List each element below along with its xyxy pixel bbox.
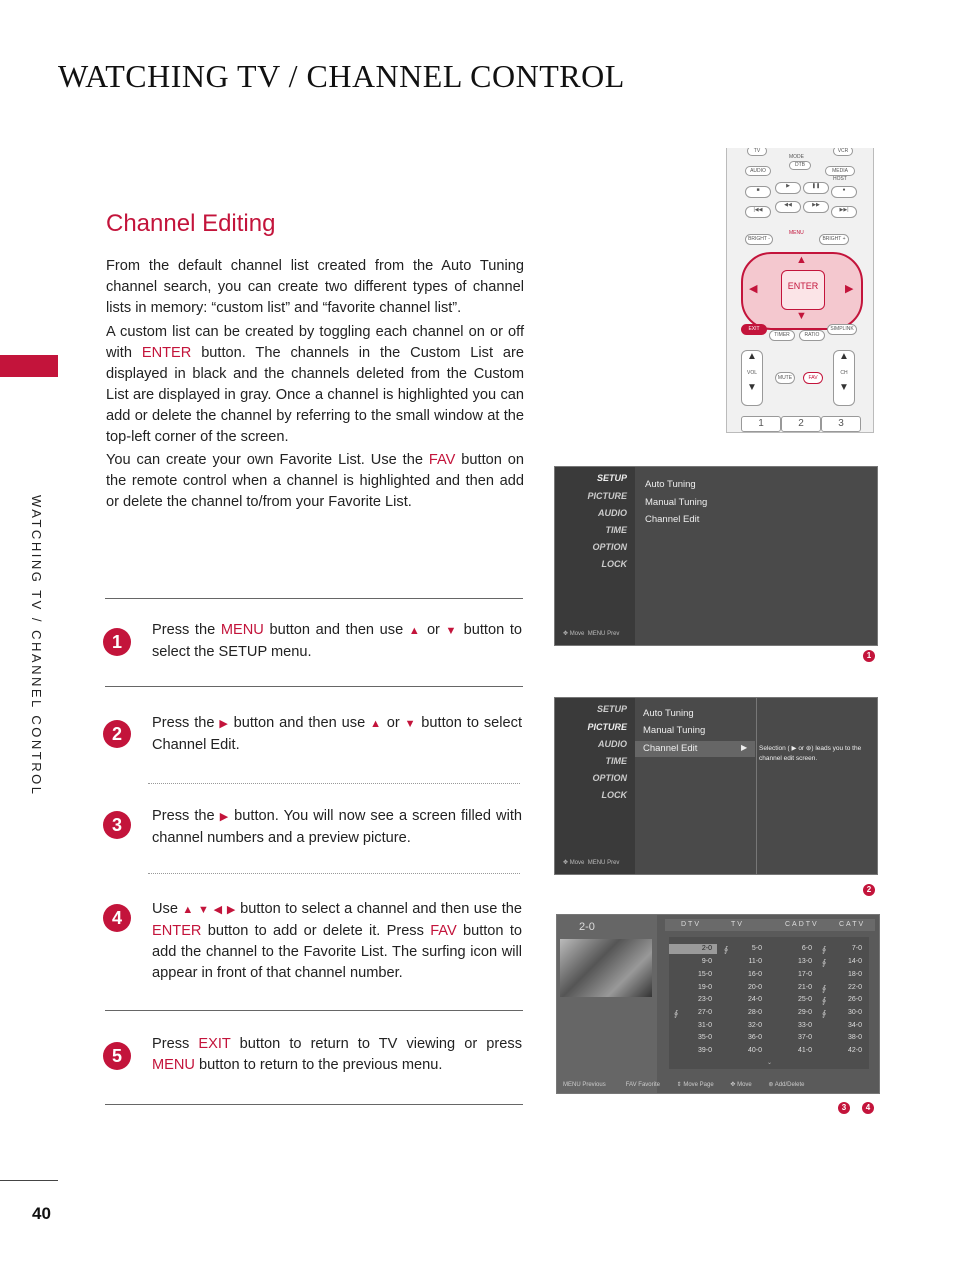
- menu-item-channel-edit: Channel Edit: [645, 514, 700, 525]
- down-arrow-icon: ▼: [445, 625, 459, 637]
- stop-icon: ■: [745, 186, 771, 198]
- sidebar-item-audio: AUDIO: [598, 739, 627, 749]
- right-arrow-icon: ▶: [845, 283, 854, 295]
- mode-label: MODE: [789, 154, 804, 160]
- intro-paragraph-3: You can create your own Favorite List. Use the FAV button on the remote control when a channel is highlighted and then add or delete the channel to/from your Favorite List.: [106, 452, 525, 510]
- bright-plus-button: BRIGHT +: [819, 234, 849, 245]
- skip-back-icon: |◀◀: [745, 206, 771, 218]
- number-3-button: 3: [821, 416, 861, 432]
- sidebar-item-option: OPTION: [592, 773, 627, 783]
- surf-icon: ∮: [724, 945, 729, 954]
- sidebar-item-setup: SETUP: [596, 704, 627, 714]
- menu-sidebar: [555, 467, 635, 645]
- submenu-arrow-icon: ▶: [741, 743, 748, 752]
- channel-down-icon: ▼: [839, 382, 849, 393]
- menu-item-auto-tuning: Auto Tuning: [643, 708, 694, 719]
- menu-button: MENU: [789, 230, 804, 236]
- channel-up-icon: ▲: [839, 351, 849, 362]
- down-arrow-icon: ▼: [404, 718, 417, 730]
- move-icon: ✥: [563, 860, 569, 866]
- panel-divider: [756, 698, 757, 874]
- sidebar-item-picture: PICTURE: [587, 722, 627, 732]
- volume-rocker: ▲ VOL ▼: [741, 350, 763, 406]
- page-number: 40: [32, 1204, 51, 1223]
- pause-icon: ❚❚: [803, 182, 829, 194]
- surf-icon: ∮: [822, 1009, 827, 1018]
- bright-minus-button: BRIGHT -: [745, 234, 773, 245]
- number-1-button: 1: [741, 416, 781, 432]
- sidebar-item-option: OPTION: [592, 542, 627, 552]
- setup-menu-screen-1: [554, 466, 878, 646]
- down-arrow-icon: ▼: [198, 904, 210, 916]
- tab-tv: TV: [731, 921, 744, 928]
- vcr-button: VCR: [833, 148, 853, 156]
- menu-item-manual-tuning: Manual Tuning: [645, 497, 708, 508]
- sidebar-item-audio: AUDIO: [598, 508, 627, 518]
- move-icon: ✥: [730, 1082, 736, 1088]
- menu-footer: ✥ Move MENU Prev: [563, 631, 620, 637]
- dtb-button: DTB: [789, 161, 811, 170]
- simplink-button: SIMPLINK: [827, 324, 857, 335]
- number-2-button: 2: [781, 416, 821, 432]
- step-1: Press the MENU button and then use ▲ or ▼ button to select the SETUP menu.: [152, 622, 523, 660]
- menu-item-channel-edit: Channel Edit: [643, 743, 698, 754]
- intro-paragraph-2: A custom list can be created by toggling each channel on or off with ENTER button. The channels in the Custom List are displayed in black and the channels deleted from the Custom List are displayed in gray. Once a channel is highlighted you can add or delete the channel by referring to the small window at the top-left corner of the screen.: [106, 324, 524, 445]
- media-host-button: MEDIA HOST: [825, 166, 855, 176]
- remote-control-illustration: [726, 148, 874, 433]
- channel-edit-screen: [556, 914, 880, 1094]
- current-channel: 2-0: [579, 921, 595, 933]
- timer-button: TIMER: [769, 330, 795, 341]
- ratio-button: RATIO: [799, 330, 825, 341]
- move-icon: ✥: [563, 631, 569, 637]
- step-number-1: 1: [103, 628, 131, 656]
- page-title: WATCHING TV / CHANNEL CONTROL: [58, 58, 625, 94]
- sidebar-item-lock: LOCK: [601, 559, 627, 569]
- tab-cadtv: CADTV: [785, 921, 819, 928]
- figure-label-2: 2: [863, 884, 875, 896]
- step-number-2: 2: [103, 720, 131, 748]
- side-tab: [0, 355, 58, 377]
- right-arrow-icon: ▶: [219, 811, 230, 823]
- record-icon: ●: [831, 186, 857, 198]
- page-icon: ⇕: [676, 1082, 682, 1088]
- step-number-3: 3: [103, 811, 131, 839]
- setup-menu-screen-2: [554, 697, 878, 875]
- rewind-icon: ◀◀: [775, 201, 801, 213]
- step-divider: [105, 686, 523, 687]
- sidebar-item-time: TIME: [605, 756, 627, 766]
- step-dotted-divider: [148, 873, 520, 874]
- side-label: WATCHING TV / CHANNEL CONTROL: [29, 495, 44, 797]
- enter-button: ENTER: [781, 270, 825, 310]
- right-arrow-icon: ▶: [219, 718, 229, 730]
- menu-sidebar: [555, 698, 635, 874]
- help-text: Selection ( ▶ or ⊛) leads you to the channel edit screen.: [759, 745, 862, 762]
- up-arrow-icon: ▲: [408, 625, 422, 637]
- steps-bottom-divider: [105, 1104, 523, 1105]
- channel-rocker: ▲ CH ▼: [833, 350, 855, 406]
- step-2: Press the ▶ button and then use ▲ or ▼ button to select Channel Edit.: [152, 715, 522, 753]
- figure-label-1: 1: [863, 650, 875, 662]
- step-dotted-divider: [148, 783, 520, 784]
- surf-icon: ∮: [822, 996, 827, 1005]
- menu-item-manual-tuning: Manual Tuning: [643, 725, 706, 736]
- surf-icon: ∮: [822, 958, 827, 967]
- tab-catv: CATV: [839, 921, 866, 928]
- menu-item-auto-tuning: Auto Tuning: [645, 479, 696, 490]
- step-5: Press EXIT button to return to TV viewing or press MENU button to return to the previous menu.: [152, 1036, 522, 1073]
- volume-up-icon: ▲: [747, 351, 757, 362]
- left-arrow-icon: ◀: [749, 283, 758, 295]
- enter-key-label: ENTER: [141, 345, 192, 361]
- step-number-5: 5: [103, 1042, 131, 1070]
- audio-button: AUDIO: [745, 166, 771, 176]
- sidebar-item-picture: PICTURE: [587, 491, 627, 501]
- play-icon: ▶: [775, 182, 801, 194]
- tab-dtv: DTV: [681, 921, 701, 928]
- section-title: Channel Editing: [106, 210, 276, 237]
- skip-forward-icon: ▶▶|: [831, 206, 857, 218]
- intro-paragraph-1: From the default channel list created from the Auto Tuning channel search, you can create two different types of channel lists in memory: “custom list” and “favorite channel list”.: [106, 258, 524, 316]
- steps-top-divider: [105, 598, 523, 599]
- up-arrow-icon: ▲: [182, 904, 194, 916]
- figure-label-3: 3: [838, 1102, 850, 1114]
- figure-label-4: 4: [862, 1102, 874, 1114]
- enter-icon: ⊛: [768, 1082, 774, 1088]
- right-arrow-icon: ▶: [226, 904, 236, 916]
- surf-icon: ∮: [822, 984, 827, 993]
- channel-edit-footer: MENU Previous FAV Favorite ⇕ Move Page ✥ Move ⊛ Add/Delete: [563, 1082, 805, 1088]
- exit-button: EXIT: [741, 324, 767, 335]
- preview-picture: [560, 939, 652, 997]
- down-arrow-icon: ▼: [796, 310, 807, 322]
- step-4: Use ▲ ▼ ◀ ▶ button to select a channel and then use the ENTER button to add or delete it. Press FAV button to add the channel to the Favorite List. The surfing icon will appear in front of that channel number.: [152, 901, 522, 981]
- mute-button: MUTE: [775, 372, 795, 384]
- fav-button: FAV: [803, 372, 823, 384]
- left-arrow-icon: ◀: [213, 904, 223, 916]
- volume-down-icon: ▼: [747, 382, 757, 393]
- fav-key-label: FAV: [428, 452, 456, 468]
- up-arrow-icon: ▲: [370, 718, 382, 730]
- step-number-4: 4: [103, 904, 131, 932]
- surf-icon: ∮: [822, 945, 827, 954]
- sidebar-item-setup: SETUP: [596, 473, 627, 483]
- step-3: Press the ▶ button. You will now see a screen filled with channel numbers and a preview picture.: [152, 808, 522, 846]
- direction-pad: [741, 252, 863, 330]
- step-divider: [105, 1010, 523, 1011]
- sidebar-item-time: TIME: [605, 525, 627, 535]
- tv-button: TV: [747, 148, 767, 156]
- fast-forward-icon: ▶▶: [803, 201, 829, 213]
- up-arrow-icon: ▲: [796, 254, 807, 266]
- surf-icon: ∮: [674, 1009, 679, 1018]
- footer-divider: [0, 1180, 58, 1181]
- sidebar-item-lock: LOCK: [601, 790, 627, 800]
- scroll-down-icon: ⌄: [767, 1060, 773, 1066]
- menu-footer: ✥ Move MENU Prev: [563, 860, 620, 866]
